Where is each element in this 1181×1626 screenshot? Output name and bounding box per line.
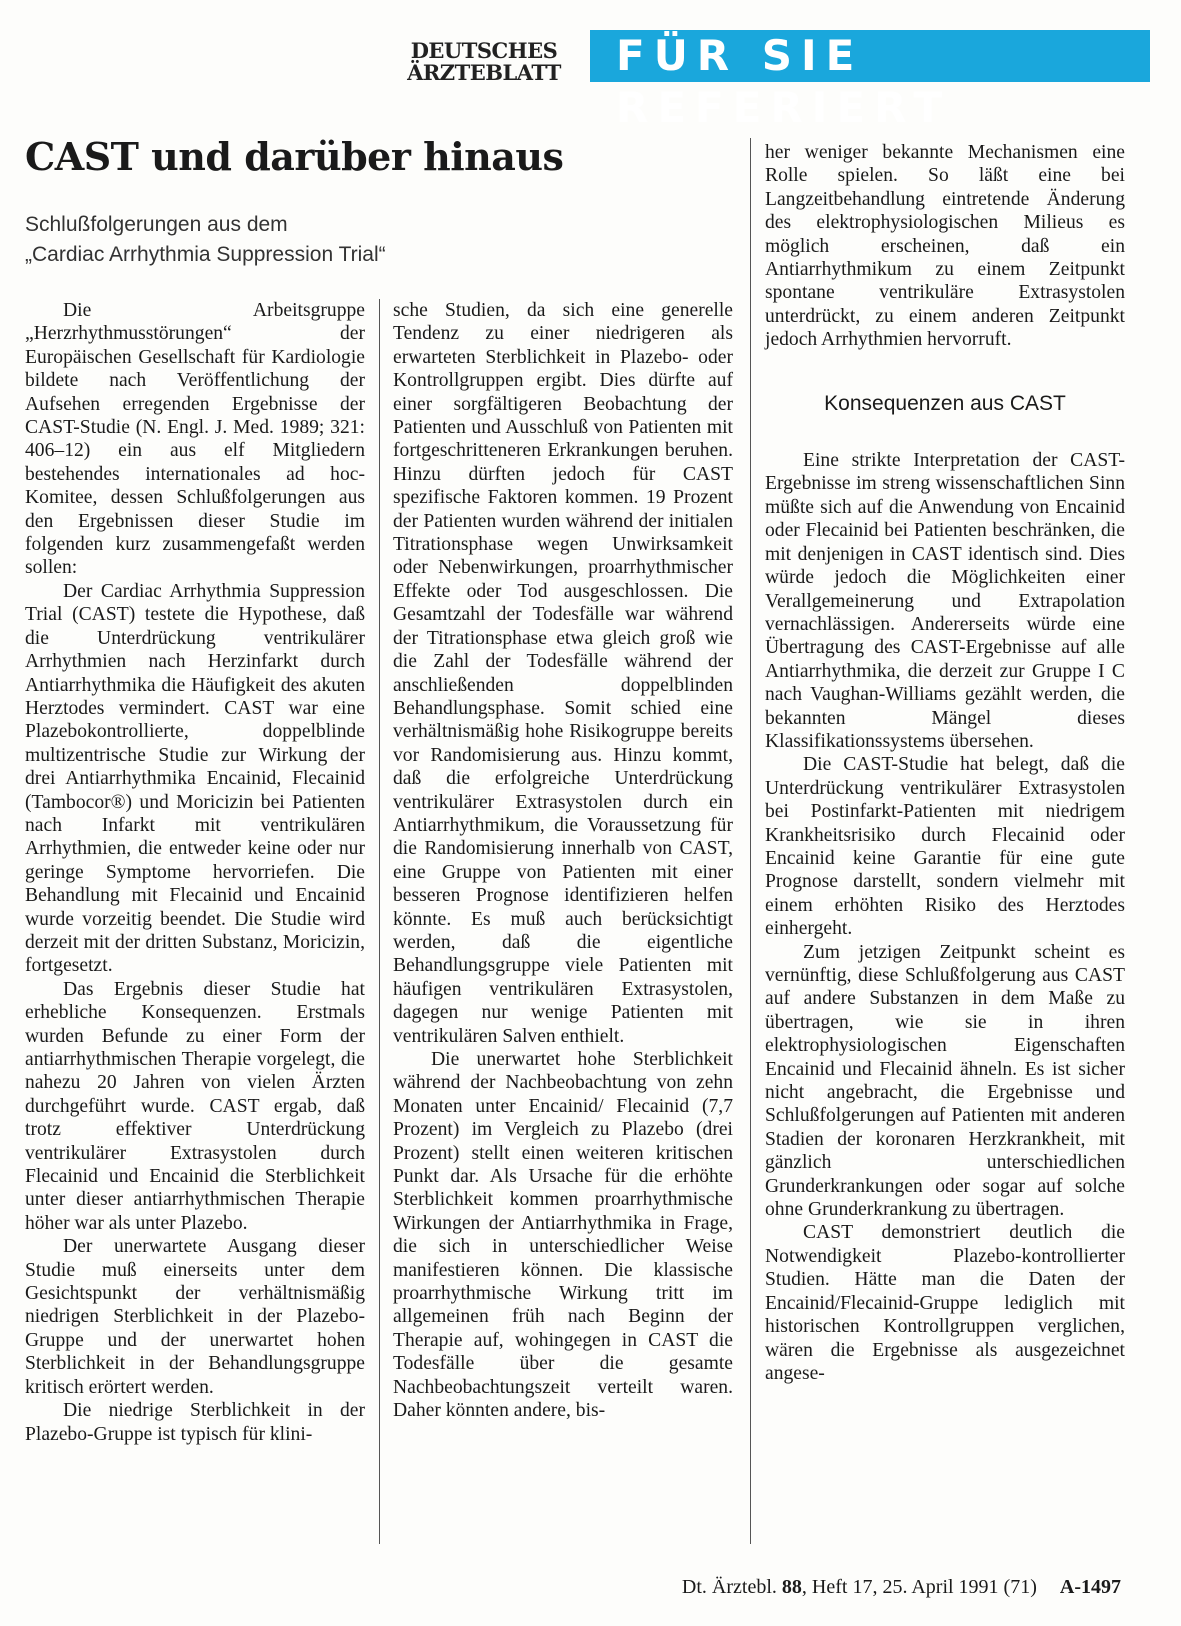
footer-volume: 88 <box>781 1576 802 1598</box>
section-banner: FÜR SIE REFERIERT <box>590 30 1150 82</box>
text-column-3 <box>765 141 1125 1384</box>
journal-logo-line1: DEUTSCHES <box>410 38 558 63</box>
paragraph: sche Studien, da sich eine generelle Tendenz zu einer niedrigeren als erwarteten Sterblichkeit in Plazebo- oder Kontrollgruppen ergibt. Dies dürfte auf einer sorgfältigeren Beobachtung der Patienten und Ausschluß von Patienten mit fortgeschritteneren Erkrankungen beruhen. Hinzu dürften jedoch für CAST spezifische Faktoren kommen. 19 Prozent der Patienten wurden während der initialen Titrationsphase wegen Unwirksamkeit oder Nebenwirkungen, proarrhythmischer Effekte oder Tod ausgeschlossen. Die Gesamtzahl der Todesfälle war während der Titrationsphase etwa gleich groß wie die Zahl der Todesfälle während der anschließenden doppelblinden Behandlungsphase. Somit schied eine verhältnismäßig hohe Risikogruppe bereits vor Randomisierung aus. Hinzu kommt, daß die erfolgreiche Unterdrückung ventrikulärer Extrasystolen durch ein Antiarrhythmikum, die Voraussetzung für die Randomisierung innerhalb von CAST, eine Gruppe von Patienten mit einer besseren Prognose identifizieren helfen könnte. Es muß auch berücksichtigt werden, daß die eigentliche Behandlungsgruppe viele Patienten mit häufigen ventrikulären Extrasystolen, dagegen nur wenige Patienten mit ventrikulären Salven enthielt. <box>393 300 733 1047</box>
paragraph: CAST demonstriert deutlich die Notwendigkeit Plazebo-kontrollierter Studien. Hätte man die Daten der Encainid/Flecainid-Gruppe lediglich mit historischen Kontrollgruppen verglichen, wären die Ergebnisse als ausgezeichnet angese- <box>765 1222 1125 1384</box>
article-subtitle-line1: Schlußfolgerungen aus dem <box>25 213 288 236</box>
footer-citation <box>682 1576 1121 1599</box>
paragraph: Die CAST-Studie hat belegt, daß die Unterdrückung ventrikulärer Extrasystolen bei Postinfarkt-Patienten mit niedrigem Krankheitsrisiko durch Flecainid oder Encainid keine Garantie für eine gute Prognose darstellt, sondern vielmehr mit einem erhöhten Risiko des Herztodes einhergeht. <box>765 754 1125 940</box>
footer-journal: Dt. Ärztebl. <box>681 1576 777 1598</box>
article-subtitle <box>25 210 725 270</box>
text-column-1 <box>25 299 365 1539</box>
paragraph: her weniger bekannte Mechanismen eine Rolle spielen. So läßt eine bei Langzeitbehandlung eintretende Änderung des elektrophysiologischen Milieus es möglich erscheinen, daß ein Antiarrhythmikum zu einem Zeitpunkt spontane ventrikuläre Extrasystolen unterdrückt, zu einem anderen Zeitpunkt jedoch Arrhythmien hervorruft. <box>765 142 1125 351</box>
paragraph: Die Arbeitsgruppe „Herzrhythmusstörungen“ der Europäischen Gesellschaft für Kardiologie bildete nach Veröffentlichung der Aufsehen erregenden Ergebnisse der CAST-Studie (N. Engl. J. Med. 1989; 321: 406–12) ein aus elf Mitgliedern bestehendes internationales ad hoc-Komitee, dessen Schlußfolgerungen aus den Ergebnissen dieser Studie im folgenden kurz zusammengefaßt werden sollen: <box>25 300 365 579</box>
paragraph: Das Ergebnis dieser Studie hat erhebliche Konsequenzen. Erstmals wurden Befunde zu einer Form der antiarrhythmischen Therapie vorgelegt, die nahezu 20 Jahren von vielen Ärzten durchgeführt wurde. CAST ergab, daß trotz effektiver Unterdrückung ventrikulärer Extrasystolen durch Flecainid und Encainid die Sterblichkeit unter dieser antiarrhythmischen Therapie höher war als unter Plazebo. <box>25 978 365 1234</box>
paragraph: Zum jetzigen Zeitpunkt scheint es vernünftig, diese Schlußfolgerung aus CAST auf andere Substanzen in dem Maße zu übertragen, wie sie in ihren elektrophysiologischen Eigenschaften Encainid und Flecainid ähneln. Es ist sicher nicht angebracht, die Ergebnisse und Schlußfolgerungen auf Patienten mit anderen Stadien der koronaren Herzkrankheit, mit gänzlich unterschiedlichen Grunderkrankungen oder sogar auf solche ohne Grunderkrankung zu übertragen. <box>765 941 1125 1221</box>
text-column-2 <box>393 299 733 1539</box>
paragraph: Eine strikte Interpretation der CAST-Ergebnisse im streng wissenschaftlichen Sinn müßte sich auf die Anwendung von Encainid oder Flecainid bei Patienten beschränken, die mit denjenigen in CAST identisch sind. Dies würde jedoch die Möglichkeiten einer Verallgemeinerung und Extrapolation vernachlässigen. Andererseits würde eine Übertragung des CAST-Ergebnisse auf alle Antiarrhythmika, die derzeit zur Gruppe I C nach Vaughan-Williams gezählt werden, die bekannten Mängel dieses Klassifikationssystems übersehen. <box>765 450 1125 752</box>
column-divider-2 <box>750 138 751 1544</box>
journal-logo <box>400 40 568 84</box>
paragraph: Der Cardiac Arrhythmia Suppression Trial (CAST) testete die Hypothese, daß die Unterdrückung ventrikulärer Arrhythmien nach Herzinfarkt durch Antiarrhythmika die Häufigkeit des akuten Herztodes vermindert. CAST war eine Plazebokontrollierte, doppelblinde multizentrische Studie zur Wirkung der drei Antiarrhythmika Encainid, Flecainid (Tambocor®) und Moricizin bei Patienten nach Infarkt mit ventrikulären Arrhythmien, die entweder keine oder nur geringe Symptome hervorriefen. Die Behandlung mit Flecainid und Encainid wurde vorzeitig beendet. Die Studie wird derzeit mit der dritten Substanz, Moricizin, fortgesetzt. <box>25 580 365 977</box>
column-divider-1 <box>379 299 380 1544</box>
paragraph: Der unerwartete Ausgang dieser Studie muß einerseits unter dem Gesichtspunkt der verhältnismäßig niedrigen Sterblichkeit in der Plazebo-Gruppe und der unerwartet hohen Sterblichkeit in der Behandlungsgruppe kritisch erörtert werden. <box>25 1236 365 1398</box>
section-heading: Konsequenzen aus CAST <box>824 391 1066 415</box>
paragraph: Die niedrige Sterblichkeit in der Plazebo-Gruppe ist typisch für klini- <box>25 1400 365 1445</box>
article-title: CAST und darüber hinaus <box>25 134 564 179</box>
journal-logo-line2: ÄRZTEBLATT <box>407 60 561 85</box>
page-number: A-1497 <box>1059 1576 1121 1598</box>
paragraph: Die unerwartet hohe Sterblichkeit während der Nachbeobachtung von zehn Monaten unter Encainid/ Flecainid (7,7 Prozent) im Vergleich zu Plazebo (drei Prozent) stellt einen weiteren kritischen Punkt dar. Als Ursache für die erhöhte Sterblichkeit kommen proarrhythmische Wirkungen der Antiarrhythmika in Frage, die sich in unterschiedlicher Weise manifestieren können. Die klassische proarrhythmische Wirkung tritt im allgemeinen früh nach Beginn der Therapie auf, wohingegen in CAST die Todesfälle über die gesamte Nachbeobachtungszeit verteilt waren. Daher könnten andere, bis- <box>393 1049 733 1422</box>
article-subtitle-line2: „Cardiac Arrhythmia Suppression Trial“ <box>25 243 386 266</box>
footer-issue-date: , Heft 17, 25. April 1991 (71) <box>801 1576 1037 1598</box>
